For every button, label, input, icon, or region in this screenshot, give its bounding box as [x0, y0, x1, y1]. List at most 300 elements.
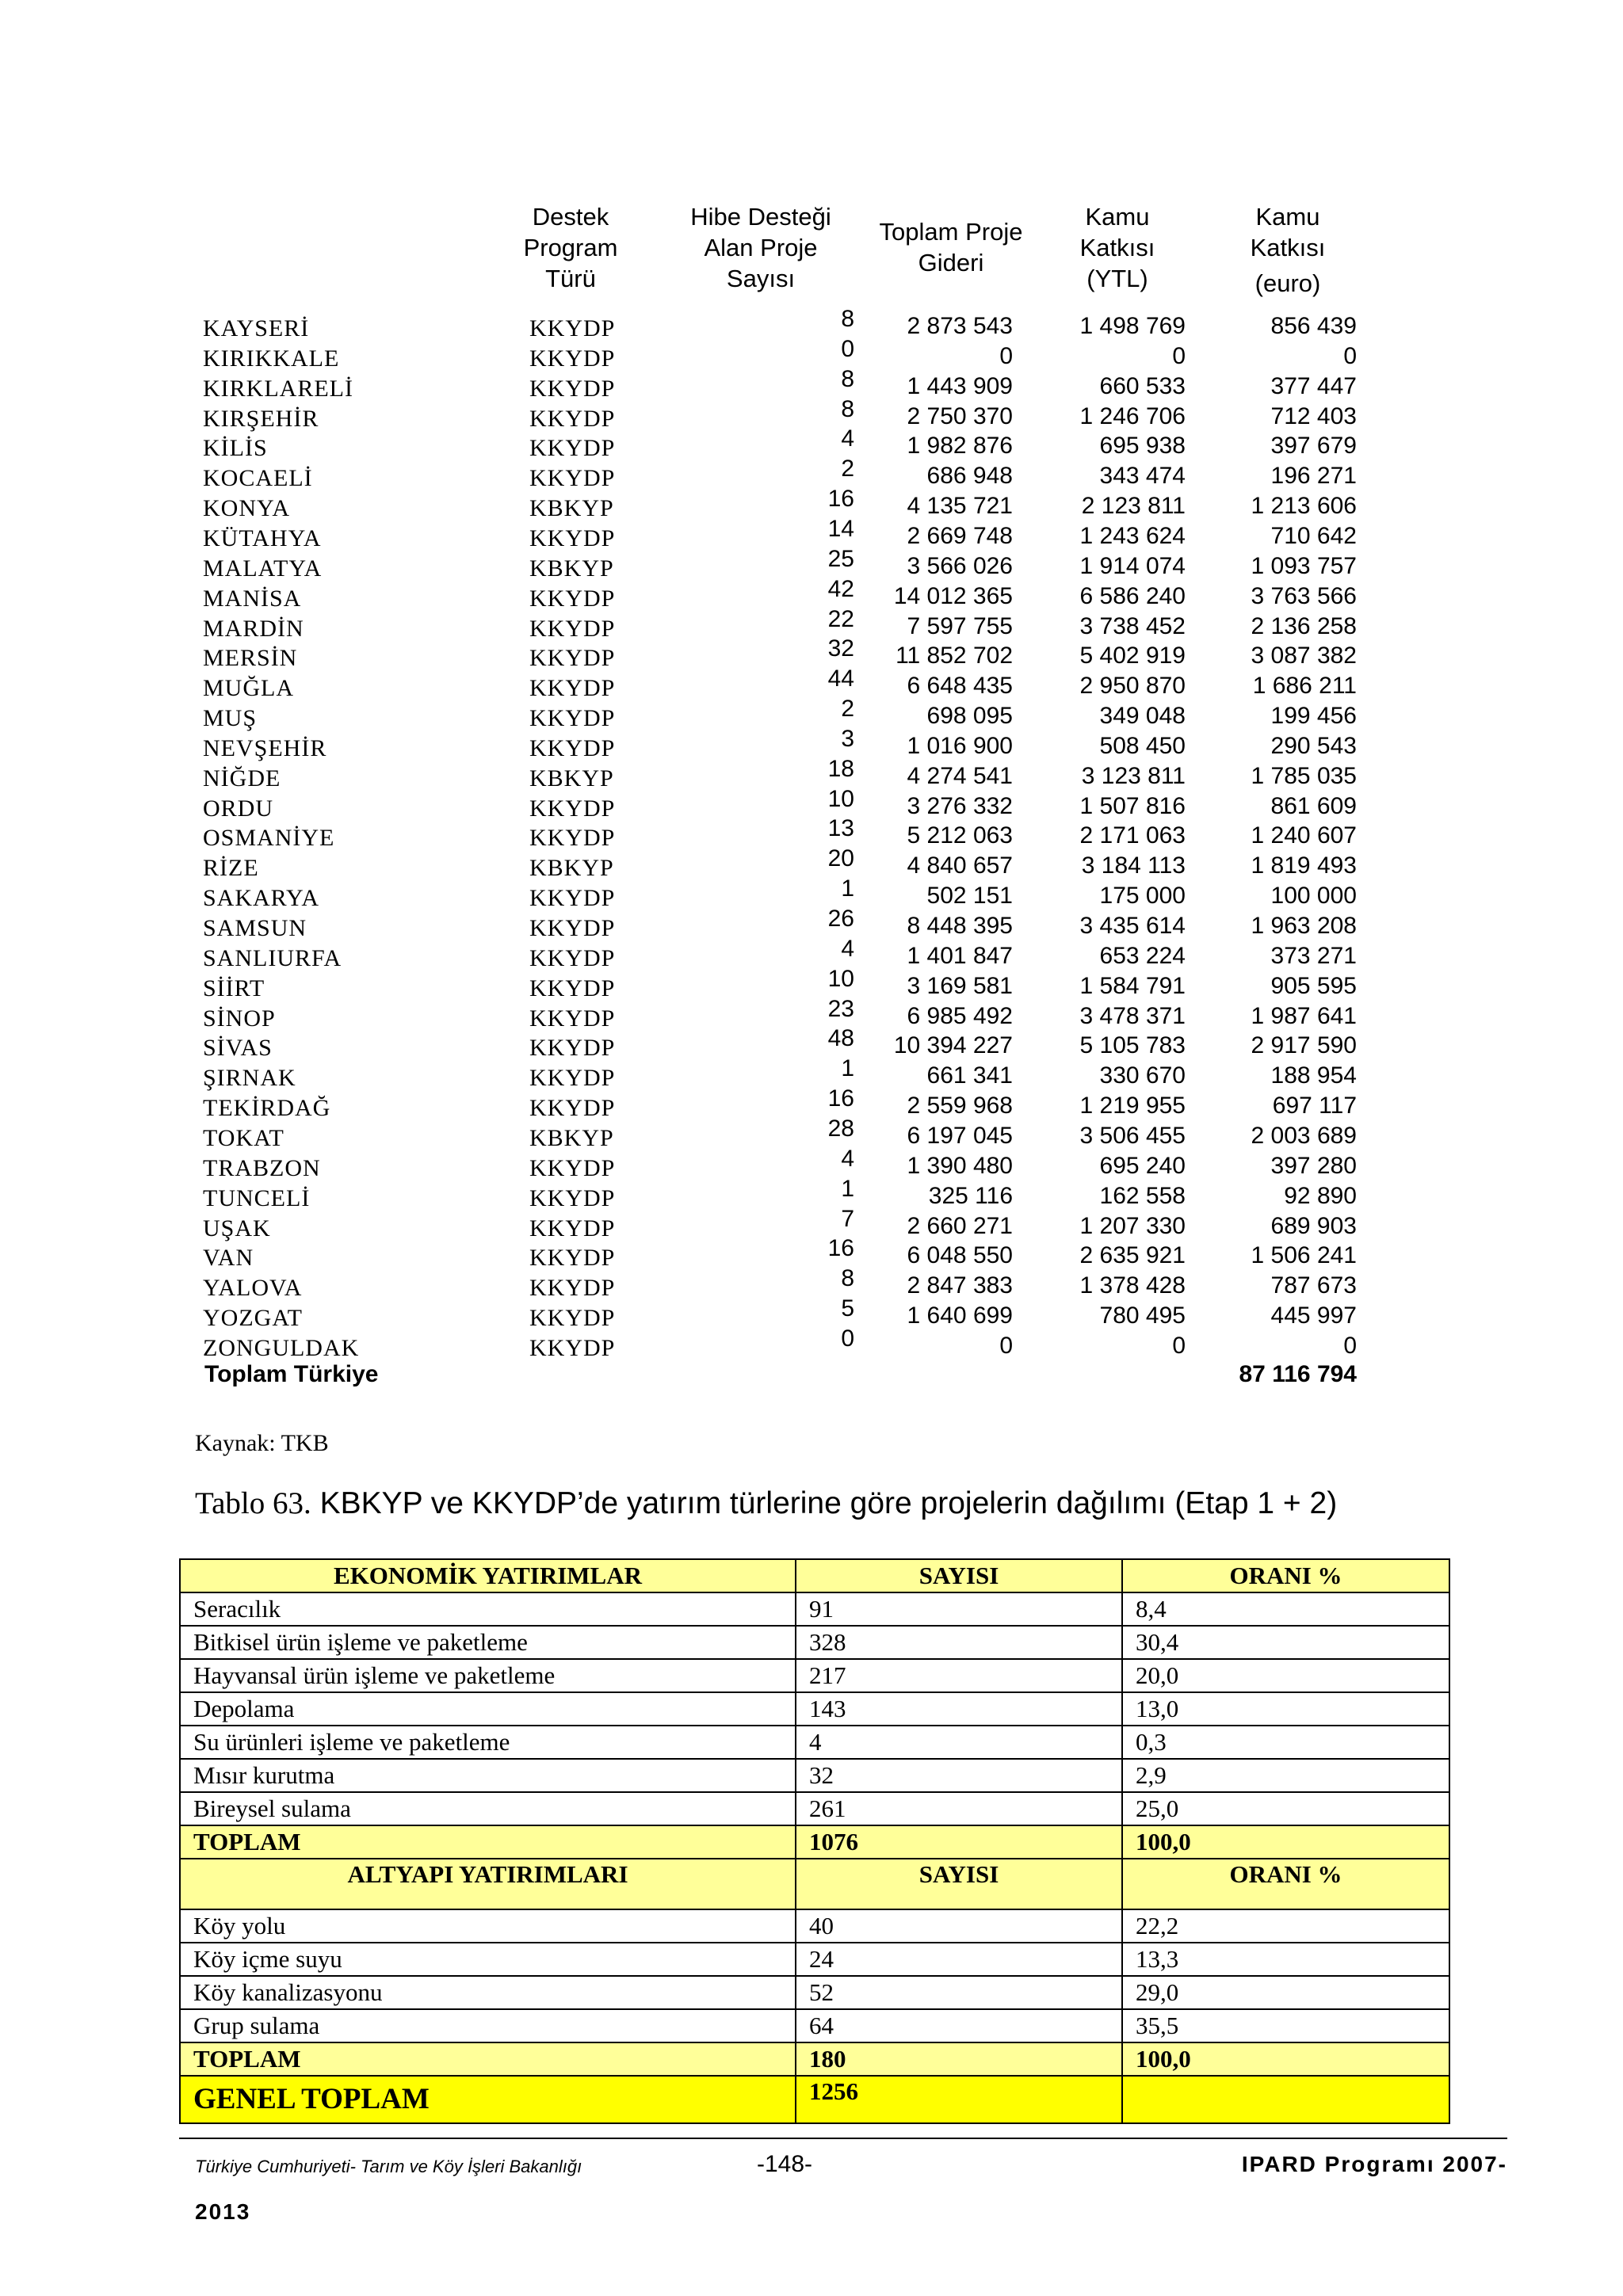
project-count: 5: [841, 1295, 854, 1322]
project-count: 0: [841, 335, 854, 362]
total-cost: 4 840 657: [907, 852, 1013, 879]
table-row: [0, 725, 1623, 761]
public-contribution-ytl: 0: [1172, 1332, 1186, 1359]
public-contribution-ytl: 695 240: [1099, 1152, 1186, 1179]
province-name: SİVAS: [203, 1035, 273, 1062]
province-name: SAMSUN: [203, 915, 307, 941]
public-contribution-ytl: 3 184 113: [1081, 852, 1186, 879]
project-count: 4: [841, 1145, 854, 1172]
program-type: KKYDP: [529, 1215, 616, 1241]
public-contribution-ytl: 780 495: [1099, 1302, 1186, 1329]
program-type: KKYDP: [529, 915, 616, 941]
program-type: KKYDP: [529, 734, 616, 761]
item-count: 328: [796, 1626, 1122, 1659]
economic-header-row: [180, 1559, 1449, 1592]
program-type: KKYDP: [529, 645, 616, 672]
project-count: 32: [827, 635, 854, 662]
public-contribution-ytl: 6 586 240: [1079, 582, 1186, 609]
public-contribution-ytl: 1 378 428: [1079, 1272, 1186, 1299]
province-name: UŞAK: [203, 1215, 271, 1241]
item-count: 91: [796, 1592, 1122, 1626]
program-type: KKYDP: [529, 705, 616, 732]
project-count: 22: [827, 605, 854, 632]
public-contribution-euro: 1 093 757: [1251, 552, 1357, 579]
public-contribution-ytl: 2 950 870: [1079, 673, 1186, 700]
table-row: [0, 365, 1623, 402]
table-row: [0, 1145, 1623, 1181]
grand-total-label: GENEL TOPLAM: [180, 2076, 796, 2123]
item-count: 40: [796, 1909, 1122, 1943]
table-row: [0, 515, 1623, 551]
infrastructure-total-row: [180, 2042, 1449, 2076]
total-count: 1076: [796, 1825, 1122, 1859]
province-name: TOKAT: [203, 1124, 285, 1151]
header-program-type: [507, 201, 634, 294]
public-contribution-euro: 710 642: [1270, 522, 1357, 549]
program-type: KKYDP: [529, 345, 616, 372]
table-caption: [195, 1486, 1337, 1521]
project-count: 0: [841, 1325, 854, 1352]
public-contribution-euro: 856 439: [1270, 313, 1357, 339]
grand-total-count: 1256: [796, 2076, 1122, 2123]
public-contribution-ytl: 330 670: [1099, 1062, 1186, 1089]
project-count: 26: [827, 906, 854, 932]
program-type: KKYDP: [529, 1035, 616, 1062]
item-name: Bireysel sulama: [180, 1792, 796, 1825]
project-count: 13: [827, 815, 854, 842]
program-type: KKYDP: [529, 435, 616, 462]
header-line: Alan Proje: [704, 234, 818, 261]
item-name: Köy yolu: [180, 1909, 796, 1943]
header-total-cost: [864, 216, 1038, 278]
total-label: TOPLAM: [180, 1825, 796, 1859]
public-contribution-ytl: 5 105 783: [1079, 1032, 1186, 1059]
public-contribution-ytl: 2 123 811: [1081, 493, 1186, 520]
total-cost: 8 448 395: [907, 913, 1013, 939]
program-type: KKYDP: [529, 974, 616, 1001]
province-name: KIRKLARELİ: [203, 375, 353, 402]
table-row: [0, 815, 1623, 852]
table-row: [0, 635, 1623, 672]
total-cost: 6 985 492: [907, 1002, 1013, 1029]
investment-types-table: [179, 1558, 1450, 2124]
province-name: KAYSERİ: [203, 315, 310, 341]
table-row: [0, 306, 1623, 341]
province-name: SİİRT: [203, 974, 265, 1001]
public-contribution-ytl: 1 498 769: [1079, 313, 1186, 339]
province-name: KOCAELİ: [203, 465, 313, 492]
public-contribution-euro: 1 819 493: [1251, 852, 1357, 879]
table-row: [0, 1295, 1623, 1332]
table-row: [0, 906, 1623, 941]
public-contribution-euro: 1 686 211: [1252, 673, 1357, 700]
province-name: SANLIURFA: [203, 944, 342, 971]
public-contribution-euro: 697 117: [1272, 1093, 1357, 1119]
total-cost: 2 847 383: [907, 1272, 1013, 1299]
project-count: 2: [841, 456, 854, 482]
program-type: KBKYP: [529, 495, 614, 522]
public-contribution-ytl: 660 533: [1099, 372, 1186, 399]
item-name: Köy kanalizasyonu: [180, 1976, 796, 2009]
infrastructure-header-row: [180, 1859, 1449, 1909]
item-name: Köy içme suyu: [180, 1943, 796, 1976]
public-contribution-euro: 689 903: [1270, 1212, 1357, 1239]
public-contribution-euro: 712 403: [1270, 402, 1357, 429]
table-row: [180, 1976, 1449, 2009]
program-type: KKYDP: [529, 1154, 616, 1181]
item-ratio: 25,0: [1122, 1792, 1449, 1825]
table-row: [0, 1115, 1623, 1151]
public-contribution-euro: 377 447: [1270, 372, 1357, 399]
project-count: 28: [827, 1115, 854, 1142]
table-row: [0, 395, 1623, 432]
item-name: Depolama: [180, 1692, 796, 1726]
program-type: KKYDP: [529, 375, 616, 402]
public-contribution-euro: 905 595: [1270, 972, 1357, 999]
project-count: 42: [827, 575, 854, 602]
public-contribution-ytl: 1 914 074: [1079, 552, 1186, 579]
header-line: (euro): [1254, 269, 1321, 297]
table-row: [0, 425, 1623, 462]
project-count: 23: [827, 995, 854, 1022]
source-note: Kaynak: TKB: [195, 1430, 329, 1456]
program-type: KKYDP: [529, 825, 616, 852]
table-row: [180, 1626, 1449, 1659]
table-row: [180, 1692, 1449, 1726]
header-line: Türü: [545, 265, 596, 292]
public-contribution-euro: 397 280: [1270, 1152, 1357, 1179]
province-name: TRABZON: [203, 1154, 321, 1181]
program-type: KKYDP: [529, 315, 616, 341]
public-contribution-ytl: 0: [1172, 342, 1186, 369]
province-name: KONYA: [203, 495, 290, 522]
caption-text: KBKYP ve KKYDP’de yatırım türlerine göre projelerin dağılımı (Etap 1 + 2): [311, 1486, 1338, 1520]
total-cost: 4 135 721: [907, 493, 1013, 520]
public-contribution-euro: 92 890: [1284, 1182, 1357, 1209]
public-contribution-euro: 2 003 689: [1251, 1122, 1357, 1149]
province-name: SAKARYA: [203, 885, 320, 912]
total-cost: 3 276 332: [907, 792, 1013, 819]
project-count: 48: [827, 1025, 854, 1052]
public-contribution-ytl: 3 738 452: [1079, 612, 1186, 639]
total-cost: 1 390 480: [907, 1152, 1013, 1179]
economic-total-row: [180, 1825, 1449, 1859]
table-row: [0, 696, 1623, 732]
project-count: 1: [841, 1055, 854, 1082]
total-cost: 1 982 876: [907, 433, 1013, 460]
header-grant-projects: [682, 201, 840, 294]
public-contribution-ytl: 1 207 330: [1079, 1212, 1186, 1239]
header-line: Kamu: [1255, 203, 1320, 231]
item-name: Mısır kurutma: [180, 1759, 796, 1792]
item-ratio: 0,3: [1122, 1726, 1449, 1759]
public-contribution-euro: 373 271: [1270, 942, 1357, 969]
public-contribution-ytl: 3 506 455: [1079, 1122, 1186, 1149]
program-type: KKYDP: [529, 585, 616, 612]
header-line: Kamu: [1085, 203, 1150, 231]
header-line: Gideri: [918, 249, 984, 277]
project-count: 8: [841, 365, 854, 392]
province-name: MUŞ: [203, 705, 258, 732]
total-cost: 698 095: [926, 703, 1013, 730]
program-type: KBKYP: [529, 855, 614, 882]
program-type: KKYDP: [529, 524, 616, 551]
total-cost: 2 660 271: [907, 1212, 1013, 1239]
total-ratio: 100,0: [1122, 1825, 1449, 1859]
project-count: 16: [827, 1235, 854, 1262]
public-contribution-ytl: 1 243 624: [1079, 522, 1186, 549]
province-name: KÜTAHYA: [203, 524, 322, 551]
program-type: KKYDP: [529, 1245, 616, 1272]
item-ratio: 20,0: [1122, 1659, 1449, 1692]
table-row: [0, 335, 1623, 372]
total-cost: 6 648 435: [907, 673, 1013, 700]
item-name: Bitkisel ürün işleme ve paketleme: [180, 1626, 796, 1659]
table-row: [0, 755, 1623, 791]
province-name: TUNCELİ: [203, 1184, 311, 1211]
public-contribution-euro: 1 213 606: [1251, 493, 1357, 520]
total-cost: 502 151: [926, 883, 1013, 910]
project-count: 8: [841, 1265, 854, 1292]
province-name: NİĞDE: [203, 765, 281, 791]
ratio-header-cell: ORANI %: [1122, 1859, 1449, 1909]
table-row: [0, 456, 1623, 492]
public-contribution-euro: 3 763 566: [1251, 582, 1357, 609]
total-cost: 661 341: [926, 1062, 1013, 1089]
item-ratio: 30,4: [1122, 1626, 1449, 1659]
grand-total-ratio: [1122, 2076, 1449, 2123]
total-label: TOPLAM: [180, 2042, 796, 2076]
table-row: [0, 1175, 1623, 1211]
public-contribution-ytl: 3 478 371: [1079, 1002, 1186, 1029]
table-row: [0, 1085, 1623, 1122]
table-row: [180, 1909, 1449, 1943]
public-contribution-euro: 787 673: [1270, 1272, 1357, 1299]
footer-year: 2013: [195, 2199, 251, 2224]
item-count: 32: [796, 1759, 1122, 1792]
project-count: 25: [827, 545, 854, 572]
table-row: [0, 1205, 1623, 1241]
item-count: 4: [796, 1726, 1122, 1759]
item-count: 52: [796, 1976, 1122, 2009]
header-line: (YTL): [1086, 265, 1148, 292]
province-name: YOZGAT: [203, 1305, 303, 1332]
footer-program: IPARD Programı 2007-: [1241, 2152, 1507, 2176]
program-type: KKYDP: [529, 1305, 616, 1332]
item-ratio: 29,0: [1122, 1976, 1449, 2009]
program-type: KBKYP: [529, 1124, 614, 1151]
program-type: KKYDP: [529, 885, 616, 912]
province-name: YALOVA: [203, 1275, 303, 1302]
public-contribution-ytl: 1 584 791: [1079, 972, 1186, 999]
table-row: [0, 1265, 1623, 1302]
table-row: [0, 605, 1623, 642]
province-name: NEVŞEHİR: [203, 734, 327, 761]
item-name: Grup sulama: [180, 2009, 796, 2042]
program-type: KKYDP: [529, 944, 616, 971]
total-cost: 1 401 847: [907, 942, 1013, 969]
header-line: Destek: [532, 203, 609, 231]
program-type: KKYDP: [529, 795, 616, 822]
project-count: 16: [827, 1085, 854, 1112]
total-cost: 686 948: [926, 463, 1013, 490]
project-count: 14: [827, 515, 854, 542]
project-count: 10: [827, 965, 854, 992]
province-name: OSMANİYE: [203, 825, 335, 852]
public-contribution-euro: 199 456: [1270, 703, 1357, 730]
program-type: KKYDP: [529, 1095, 616, 1122]
caption-prefix: Tablo 63.: [195, 1486, 311, 1520]
total-cost: 0: [999, 1332, 1013, 1359]
header-line: Sayısı: [726, 265, 796, 292]
header-line: Hibe Desteği: [690, 203, 831, 231]
project-count: 3: [841, 725, 854, 752]
table-row: [0, 935, 1623, 971]
count-header-cell: SAYISI: [796, 1859, 1122, 1909]
public-contribution-ytl: 3 435 614: [1079, 913, 1186, 939]
table-row: [0, 965, 1623, 1001]
item-ratio: 22,2: [1122, 1909, 1449, 1943]
project-count: 10: [827, 785, 854, 812]
program-type: KKYDP: [529, 1065, 616, 1092]
project-count: 4: [841, 935, 854, 962]
province-name: MUĞLA: [203, 675, 294, 702]
total-cost: 3 566 026: [907, 552, 1013, 579]
total-turkey-label: Toplam Türkiye: [204, 1361, 379, 1387]
page-number: -148-: [757, 2151, 813, 2177]
total-cost: 10 394 227: [893, 1032, 1013, 1059]
total-cost: 1 640 699: [907, 1302, 1013, 1329]
table-row: [0, 1325, 1623, 1361]
table-row: [180, 1592, 1449, 1626]
table-row: [0, 486, 1623, 522]
program-type: KKYDP: [529, 1275, 616, 1302]
table-row: [180, 2009, 1449, 2042]
public-contribution-ytl: 2 171 063: [1079, 822, 1186, 849]
total-cost: 2 669 748: [907, 522, 1013, 549]
header-public-contribution-euro: [1220, 201, 1355, 299]
project-count: 18: [827, 755, 854, 782]
item-ratio: 8,4: [1122, 1592, 1449, 1626]
total-cost: 4 274 541: [907, 762, 1013, 789]
public-contribution-euro: 397 679: [1270, 433, 1357, 460]
project-count: 20: [827, 845, 854, 872]
public-contribution-ytl: 5 402 919: [1079, 643, 1186, 669]
province-name: MARDİN: [203, 615, 304, 642]
item-ratio: 35,5: [1122, 2009, 1449, 2042]
public-contribution-ytl: 508 450: [1099, 732, 1186, 759]
program-type: KBKYP: [529, 765, 614, 791]
project-count: 7: [841, 1205, 854, 1232]
header-line: Toplam Proje: [879, 218, 1023, 246]
program-type: KBKYP: [529, 555, 614, 582]
project-count: 16: [827, 486, 854, 513]
table-row: [0, 1025, 1623, 1062]
header-line: Katkısı: [1250, 234, 1326, 261]
item-count: 217: [796, 1659, 1122, 1692]
province-name: VAN: [203, 1245, 254, 1272]
item-ratio: 13,3: [1122, 1943, 1449, 1976]
province-name: ORDU: [203, 795, 274, 822]
header-line: Katkısı: [1079, 234, 1155, 261]
item-name: Su ürünleri işleme ve paketleme: [180, 1726, 796, 1759]
program-type: KKYDP: [529, 465, 616, 492]
province-name: MALATYA: [203, 555, 323, 582]
public-contribution-euro: 2 917 590: [1251, 1032, 1357, 1059]
project-count: 8: [841, 395, 854, 422]
footer-divider: [179, 2138, 1507, 2139]
project-count: 1: [841, 875, 854, 902]
public-contribution-ytl: 343 474: [1099, 463, 1186, 490]
table-row: [0, 545, 1623, 582]
public-contribution-ytl: 1 219 955: [1079, 1093, 1186, 1119]
program-type: KKYDP: [529, 1005, 616, 1032]
project-count: 4: [841, 425, 854, 452]
item-name: Hayvansal ürün işleme ve paketleme: [180, 1659, 796, 1692]
item-count: 24: [796, 1943, 1122, 1976]
table-row: [180, 1759, 1449, 1792]
province-name: TEKİRDAĞ: [203, 1095, 331, 1122]
ratio-header-cell: ORANI %: [1122, 1559, 1449, 1592]
public-contribution-euro: 1 240 607: [1251, 822, 1357, 849]
public-contribution-ytl: 1 507 816: [1079, 792, 1186, 819]
public-contribution-euro: 0: [1343, 342, 1357, 369]
total-cost: 2 750 370: [907, 402, 1013, 429]
header-line: Program: [523, 234, 618, 261]
item-count: 261: [796, 1792, 1122, 1825]
public-contribution-euro: 188 954: [1270, 1062, 1357, 1089]
count-header-cell: SAYISI: [796, 1559, 1122, 1592]
public-contribution-ytl: 175 000: [1099, 883, 1186, 910]
project-count: 44: [827, 666, 854, 692]
province-name: ZONGULDAK: [203, 1334, 360, 1361]
table-row: [180, 1792, 1449, 1825]
province-name: MANİSA: [203, 585, 302, 612]
program-type: KKYDP: [529, 405, 616, 432]
item-ratio: 2,9: [1122, 1759, 1449, 1792]
table-row: [180, 1943, 1449, 1976]
public-contribution-euro: 290 543: [1270, 732, 1357, 759]
table-row: [0, 995, 1623, 1032]
program-type: KKYDP: [529, 1334, 616, 1361]
total-cost: 2 559 968: [907, 1093, 1013, 1119]
province-name: KIRIKKALE: [203, 345, 340, 372]
project-count: 1: [841, 1175, 854, 1202]
table-row: [0, 1235, 1623, 1272]
total-cost: 2 873 543: [907, 313, 1013, 339]
total-count: 180: [796, 2042, 1122, 2076]
table-row: [0, 875, 1623, 912]
program-type: KKYDP: [529, 1184, 616, 1211]
public-contribution-ytl: 2 635 921: [1079, 1242, 1186, 1269]
total-cost: 6 048 550: [907, 1242, 1013, 1269]
item-count: 64: [796, 2009, 1122, 2042]
public-contribution-euro: 196 271: [1270, 463, 1357, 490]
public-contribution-euro: 0: [1343, 1332, 1357, 1359]
table-row: [0, 1055, 1623, 1092]
item-count: 143: [796, 1692, 1122, 1726]
total-cost: 3 169 581: [907, 972, 1013, 999]
economic-header-cell: EKONOMİK YATIRIMLAR: [180, 1559, 796, 1592]
province-name: KİLİS: [203, 435, 268, 462]
public-contribution-ytl: 162 558: [1099, 1182, 1186, 1209]
table-row: [180, 1726, 1449, 1759]
project-count: 2: [841, 696, 854, 723]
total-cost: 1 016 900: [907, 732, 1013, 759]
public-contribution-euro: 100 000: [1270, 883, 1357, 910]
infrastructure-header-cell: ALTYAPI YATIRIMLARI: [180, 1859, 796, 1909]
total-cost: 6 197 045: [907, 1122, 1013, 1149]
